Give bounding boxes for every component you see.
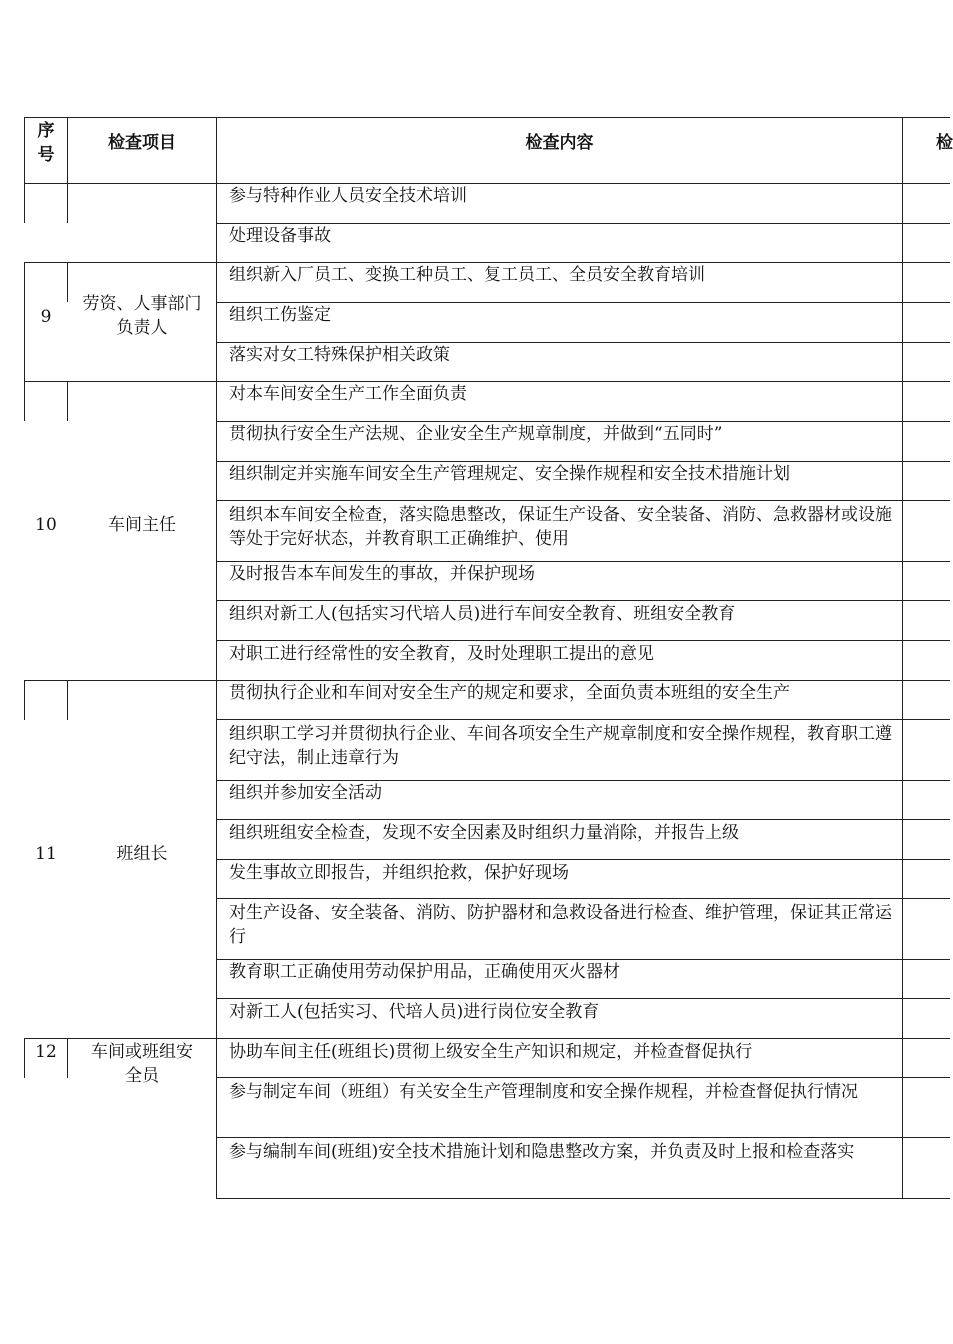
row-divider (216, 898, 950, 899)
seq-number: 10 (35, 515, 57, 535)
row-divider (216, 859, 950, 860)
row-divider (216, 719, 950, 720)
header-seq: 序号 (37, 121, 55, 165)
content-row: 参与特种作业人员安全技术培训 (229, 186, 467, 206)
table-border (67, 262, 68, 302)
content-row: 及时报告本车间发生的事故，并保护现场 (229, 564, 535, 584)
content-row: 组织班组安全检查，发现不安全因素及时组织力量消除，并报告上级 (229, 823, 739, 843)
row-divider (216, 640, 950, 641)
content-row: 教育职工正确使用劳动保护用品，正确使用灭火器材 (229, 962, 620, 982)
table-border (24, 381, 25, 421)
content-row: 组织职工学习并贯彻执行企业、车间各项安全生产规章制度和安全操作规程，教育职工遵纪守法，制止违章行为 (229, 724, 892, 768)
row-divider (216, 1077, 950, 1078)
content-row: 组织并参加安全活动 (229, 783, 382, 803)
content-row: 发生事故立即报告，并组织抢救，保护好现场 (229, 863, 569, 883)
content-row: 组织新入厂员工、变换工种员工、复工员工、全员安全教育培训 (229, 265, 705, 285)
group-divider (24, 381, 950, 382)
content-row: 贯彻执行安全生产法规、企业安全生产规章制度，并做到“五同时” (229, 424, 723, 444)
row-divider (216, 1137, 950, 1138)
content-row: 参与制定车间（班组）有关安全生产管理制度和安全操作规程，并检查督促执行情况 (229, 1082, 858, 1102)
table-border (24, 680, 25, 720)
header-content: 检查内容 (525, 133, 594, 153)
seq-number: 12 (35, 1042, 57, 1062)
table-border (67, 183, 68, 223)
check-item-label: 劳资、人事部门 负责人 (82, 294, 202, 338)
table-border (67, 381, 68, 421)
content-row: 处理设备事故 (229, 226, 331, 246)
table-border (902, 117, 903, 1199)
check-item-label: 班组长 (116, 844, 168, 864)
table-border (67, 680, 68, 720)
content-row: 组织本车间安全检查，落实隐患整改，保证生产设备、安全装备、消防、急救器材或设施等处于完好状态，并教育职工正确维护、使用 (229, 505, 892, 549)
content-row: 落实对女工特殊保护相关政策 (229, 345, 450, 365)
content-row: 组织工伤鉴定 (229, 305, 331, 325)
row-divider (216, 819, 950, 820)
seq-number: 11 (35, 844, 57, 864)
seq-number: 9 (40, 307, 52, 327)
content-row: 对职工进行经常性的安全教育，及时处理职工提出的意见 (229, 644, 654, 664)
header-item: 检查项目 (108, 133, 176, 153)
content-row: 协助车间主任(班组长)贯彻上级安全生产知识和规定，并检查督促执行 (229, 1042, 753, 1062)
content-row: 参与编制车间(班组)安全技术措施计划和隐患整改方案，并负责及时上报和检查落实 (229, 1142, 855, 1162)
check-item-label: 车间或班组安全员 (91, 1042, 193, 1086)
header-result-partial: 检 (936, 133, 953, 153)
row-divider (216, 998, 950, 999)
row-divider (216, 600, 950, 601)
table-border (216, 117, 217, 1199)
content-row: 贯彻执行企业和车间对安全生产的规定和要求，全面负责本班组的安全生产 (229, 683, 790, 703)
table-border (24, 183, 950, 184)
row-divider (216, 1198, 950, 1199)
table-border (24, 117, 950, 118)
content-row: 对生产设备、安全装备、消防、防护器材和急救设备进行检查、维护管理，保证其正常运行 (229, 903, 892, 947)
table-border (24, 183, 25, 223)
content-row: 组织制定并实施车间安全生产管理规定、安全操作规程和安全技术措施计划 (229, 464, 790, 484)
row-divider (216, 500, 950, 501)
table-border (67, 1038, 68, 1078)
content-row: 对本车间安全生产工作全面负责 (229, 384, 467, 404)
content-row: 对新工人(包括实习、代培人员)进行岗位安全教育 (229, 1002, 600, 1022)
check-item-label: 车间主任 (108, 515, 176, 535)
content-row: 组织对新工人(包括实习代培人员)进行车间安全教育、班组安全教育 (229, 604, 736, 624)
group-divider (24, 1038, 950, 1039)
